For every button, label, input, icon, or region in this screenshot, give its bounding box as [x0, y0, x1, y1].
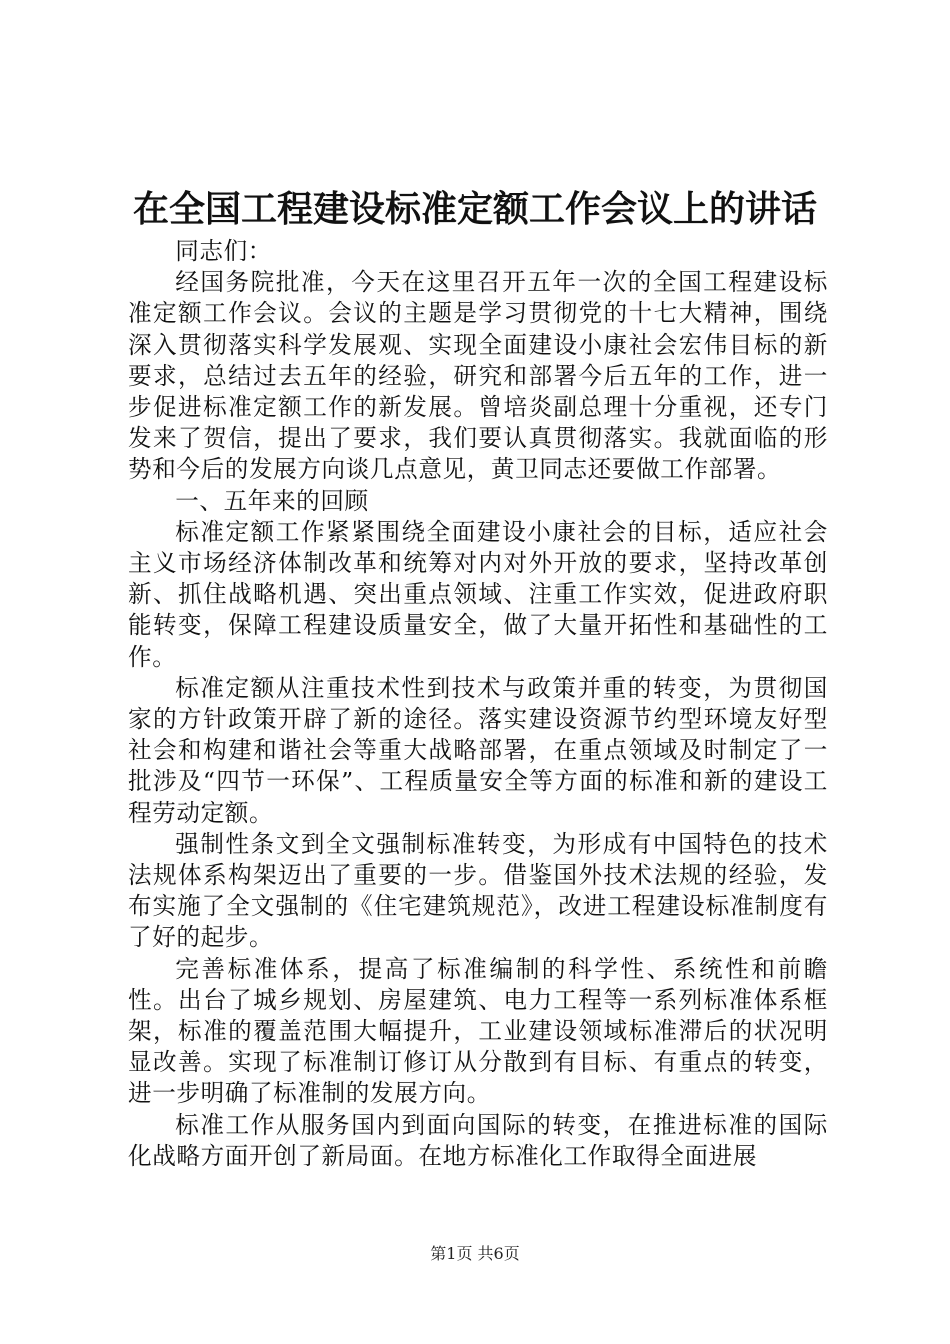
section-heading: 一、五年来的回顾	[175, 486, 369, 515]
body-paragraph: 标准定额工作紧紧围绕全面建设小康社会的目标，适应社会主义市场经济体制改革和统筹对内对外开放的要求，坚持改革创新、抓住战略机遇、突出重点领域、注重工作实效，促进政府职能转变，保障工程建设质量安全，做了大量开拓性和基础性的工作。	[128, 517, 828, 671]
body-paragraph: 强制性条文到全文强制标准转变，为形成有中国特色的技术法规体系构架迈出了重要的一步。借鉴国外技术法规的经验，发布实施了全文强制的《住宅建筑规范》，改进工程建设标准制度有了好的起步。	[128, 829, 828, 952]
body-paragraph: 标准定额从注重技术性到技术与政策并重的转变，为贯彻国家的方针政策开辟了新的途径。落实建设资源节约型环境友好型社会和构建和谐社会等重大战略部署，在重点领域及时制定了一批涉及“四节一环保”、工程质量安全等方面的标准和新的建设工程劳动定额。	[128, 673, 828, 827]
body-paragraph: 经国务院批准，今天在这里召开五年一次的全国工程建设标准定额工作会议。会议的主题是学习贯彻党的十七大精神，围绕深入贯彻落实科学发展观、实现全面建设小康社会宏伟目标的新要求，总结过去五年的经验，研究和部署今后五年的工作，进一步促进标准定额工作的新发展。曾培炎副总理十分重视，还专门发来了贺信，提出了要求，我们要认真贯彻落实。我就面临的形势和今后的发展方向谈几点意见，黄卫同志还要做工作部署。	[128, 268, 828, 484]
body-paragraph: 标准工作从服务国内到面向国际的转变，在推进标准的国际化战略方面开创了新局面。在地方标准化工作取得全面进展	[128, 1110, 828, 1170]
body-paragraph: 完善标准体系，提高了标准编制的科学性、系统性和前瞻性。出台了城乡规划、房屋建筑、电力工程等一系列标准体系框架，标准的覆盖范围大幅提升，工业建设领域标准滞后的状况明显改善。实现了标准制订修订从分散到有目标、有重点的转变，进一步明确了标准制的发展方向。	[128, 954, 828, 1108]
document-title: 在全国工程建设标准定额工作会议上的讲话	[132, 188, 817, 230]
document-body	[128, 236, 828, 1172]
page-number-footer: 第1页 共6页	[430, 1244, 520, 1263]
salutation-paragraph: 同志们：	[175, 237, 272, 265]
